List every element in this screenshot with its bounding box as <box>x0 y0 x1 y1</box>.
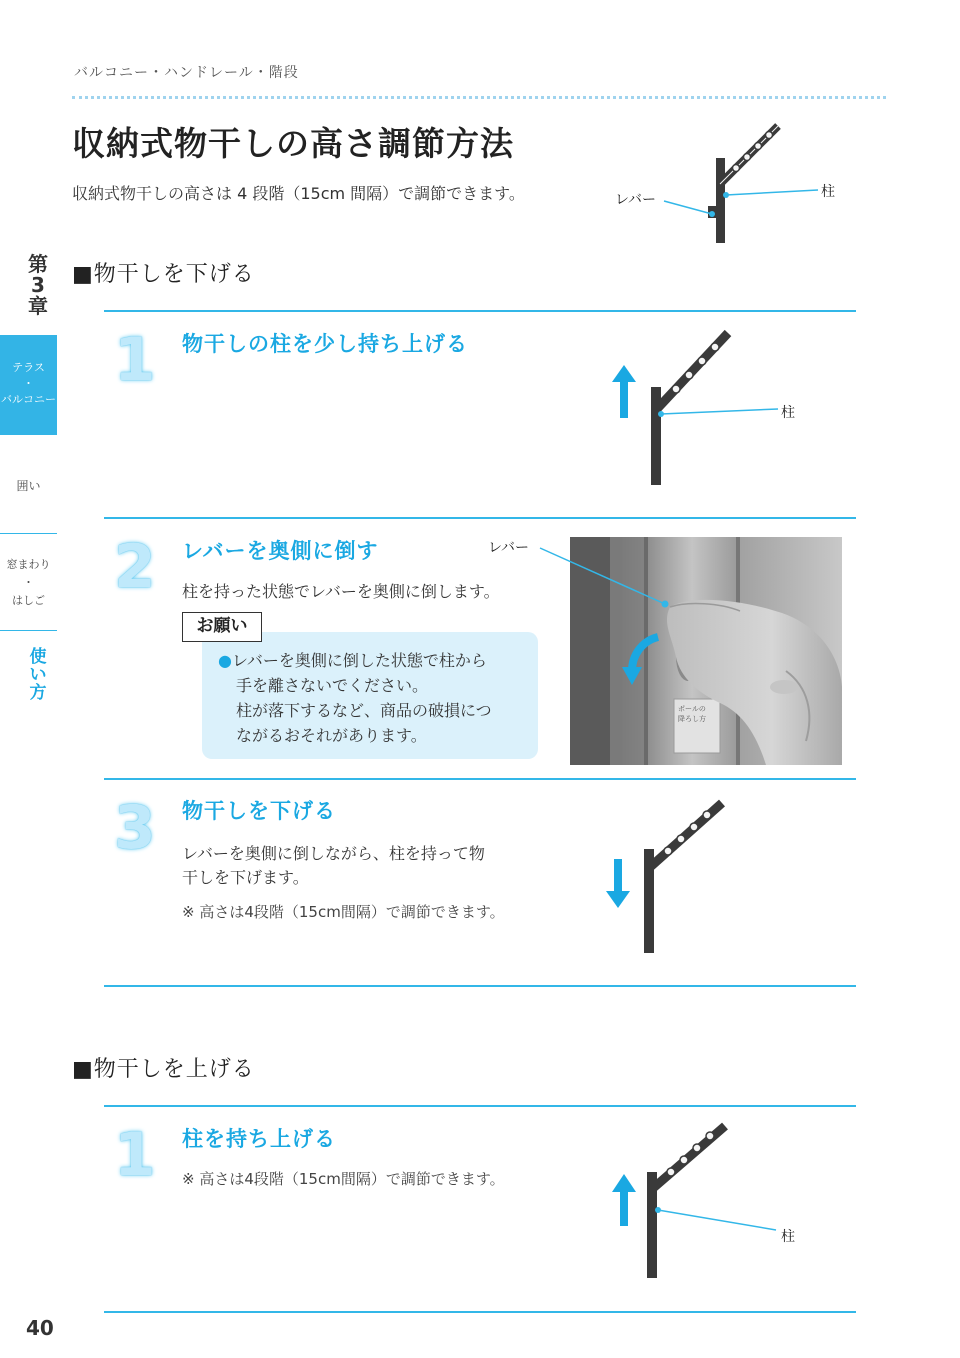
sidebar-divider <box>0 533 57 534</box>
sidebar-item-enclosure[interactable]: 囲い <box>16 479 41 493</box>
raise-step1-note: ※ 高さは4段階（15cm間隔）で調節できます。 <box>182 1170 505 1188</box>
step-divider <box>104 985 856 987</box>
step1-pole-label: 柱 <box>781 405 795 421</box>
sidebar-item-terrace-balcony[interactable]: テラス ・ バルコニー <box>0 335 57 435</box>
step2-body: 柱を持った状態でレバーを奥側に倒します。 <box>182 582 500 601</box>
step-number: 3 <box>114 793 156 863</box>
step-divider <box>104 1311 856 1313</box>
sidebar-item-window-ladder[interactable]: 窓まわり ・ はしご <box>6 558 51 607</box>
bullet-icon: ● <box>218 651 232 670</box>
raise-step1-figure <box>608 1120 808 1282</box>
step3-figure <box>600 797 740 957</box>
lever-label: レバー <box>488 540 530 556</box>
caution-text: ●レバーを奥側に倒した状態で柱から 手を離さないでください。 柱が落下するなど、商品の破損につ ながるおそれがあります。 <box>218 651 492 745</box>
down-arrow-icon <box>606 859 630 908</box>
up-arrow-icon <box>612 1174 636 1226</box>
step-title: 柱を持ち上げる <box>182 1127 336 1151</box>
pole-shape <box>716 158 725 243</box>
header-divider <box>72 96 886 99</box>
sidebar-divider <box>0 630 57 631</box>
step-number: 1 <box>114 1120 156 1190</box>
step-number: 2 <box>114 532 156 602</box>
raise-step1-pole-label: 柱 <box>781 1229 795 1245</box>
step-title: 物干しの柱を少し持ち上げる <box>182 332 468 356</box>
svg-text:降ろし方: 降ろし方 <box>678 715 706 723</box>
step3-body: レバーを奥側に倒しながら、柱を持って物 干しを下げます。 <box>182 844 485 887</box>
step-title: 物干しを下げる <box>182 799 336 823</box>
header-pole-label: 柱 <box>821 184 835 200</box>
step-divider <box>104 1105 856 1107</box>
breadcrumb: バルコニー・ハンドレール・階段 <box>74 65 299 81</box>
section-heading-lower: ■物干しを下げる <box>72 262 255 287</box>
sidebar-chapter: 第 3 章 <box>28 252 48 318</box>
lever-callout-line <box>536 540 676 610</box>
step-divider <box>104 517 856 519</box>
sidebar-item-usage[interactable]: 使 い 方 <box>29 647 47 703</box>
header-hanger-figure <box>600 118 850 248</box>
request-label: お願い <box>182 612 262 642</box>
header-lever-label: レバー <box>615 192 657 208</box>
step3-note: ※ 高さは4段階（15cm間隔）で調節できます。 <box>182 903 505 921</box>
step1-figure <box>608 325 808 487</box>
svg-text:ポールの: ポールの <box>678 705 706 713</box>
page-title: 収納式物干しの高さ調節方法 <box>72 124 514 163</box>
up-arrow-icon <box>612 365 636 418</box>
step-divider <box>104 310 856 312</box>
page-number: 40 <box>26 1316 54 1340</box>
step-divider <box>104 778 856 780</box>
section-heading-raise: ■物干しを上げる <box>72 1057 255 1082</box>
step-number: 1 <box>114 325 156 395</box>
intro-text: 収納式物干しの高さは 4 段階（15cm 間隔）で調節できます。 <box>72 184 525 203</box>
step-title: レバーを奥側に倒す <box>182 539 379 563</box>
